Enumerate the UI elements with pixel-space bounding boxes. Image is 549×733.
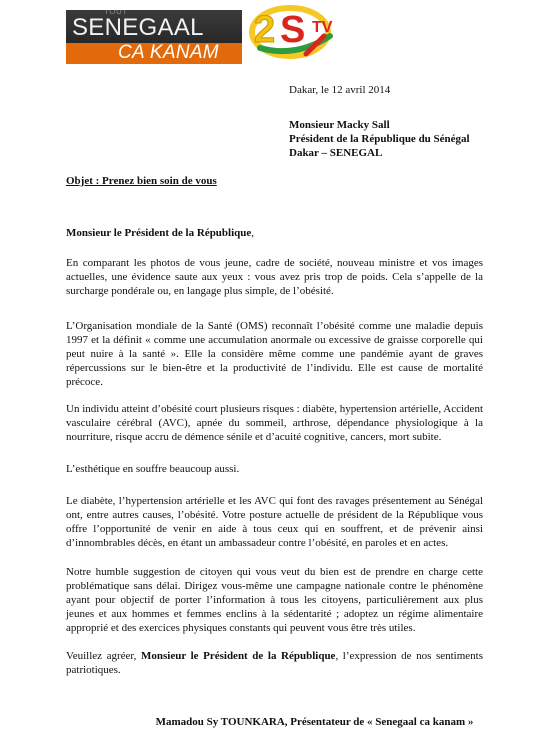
paragraph-1: En comparant les photos de vous jeune, cadre de société, nouveau ministre et vos images actuelles, une évidence saute aux yeux : vous avez pris trop de poids. Cela s’appelle de la surcharge pondérale ou, en langage plus simple, de l’obésité.: [66, 257, 483, 297]
logo-main-text: SENEGAAL: [72, 14, 204, 41]
addressee-name: Monsieur Macky Sall: [289, 119, 390, 131]
logo-tv-text: TV: [312, 19, 333, 36]
closing-before: Veuillez agréer,: [66, 650, 141, 662]
paragraph-3: Un individu atteint d’obésité court plusieurs risques : diabète, hypertension artérielle, Accident vasculaire cérébral (AVC), apnée du sommeil, arthrose, dépendance physiologique à la nourriture, risque accru de démence sénile et d’acuité cognitive, cancers, mort subite.: [66, 403, 483, 443]
addressee-place: Dakar – SENEGAL: [289, 147, 383, 159]
salutation-text: Monsieur le Président de la République: [66, 227, 252, 239]
logo-s: S: [280, 9, 306, 51]
addressee-block: [289, 118, 470, 160]
closing-after: , l’expression de nos sentiments patriotiques.: [66, 650, 484, 676]
letter-date: Dakar, le 12 avril 2014: [289, 84, 391, 96]
logo-top-text: TOUT: [104, 10, 128, 16]
salutation-comma: ,: [251, 227, 255, 239]
paragraph-2: L’Organisation mondiale de la Santé (OMS) reconnaît l’obésité comme une maladie depuis 1997 et la définit « comme une accumulation anormale ou excessive de graisse corporelle qui peut nuire à la santé ». Elle la considère même comme une pandémie ayant de graves répercussions sur le bien-être et la productivité de l’individu. Elle est cause de mortalité précoce.: [66, 320, 483, 388]
2stv-logo: [246, 2, 358, 62]
paragraph-4: L’esthétique en souffre beaucoup aussi.: [66, 463, 240, 475]
closing-paragraph: [66, 649, 483, 677]
paragraph-5: Le diabète, l’hypertension artérielle et les AVC qui font des ravages présentement au Sénégal ont, entre autres causes, l’obésité. Votre posture actuelle de président de la République vous offre l’opportunité de venir en aide à tous ceux qui en souffrent, et de prévenir ainsi d’innombrables décès, en étant un ambassadeur contre l’obésité, en paroles et en actes.: [66, 495, 483, 549]
letter-salutation: [66, 227, 254, 239]
logo-digit: 2: [254, 9, 276, 51]
addressee-title: Président de la République du Sénégal: [289, 133, 470, 145]
logo-sub-text: CA KANAM: [118, 42, 219, 63]
senegaal-ca-kanam-logo: [66, 10, 242, 64]
paragraph-6: Notre humble suggestion de citoyen qui vous veut du bien est de prendre en charge cette problématique sans délai. Dirigez vous-même une campagne nationale contre le phénomène ayant pour objectif de porter l’information à tous les citoyens, particulièrement aux plus jeunes et aux hommes et femmes enclins à la sédentarité ; adoptez un régime alimentaire approprié et des exercices physiques constants qui peuvent vous être très utiles.: [66, 566, 483, 634]
letter-subject: Objet : Prenez bien soin de vous: [66, 175, 217, 187]
closing-bold: Monsieur le Président de la République: [141, 650, 336, 662]
signature: Mamadou Sy TOUNKARA, Présentateur de « Senegaal ca kanam »: [155, 716, 474, 728]
